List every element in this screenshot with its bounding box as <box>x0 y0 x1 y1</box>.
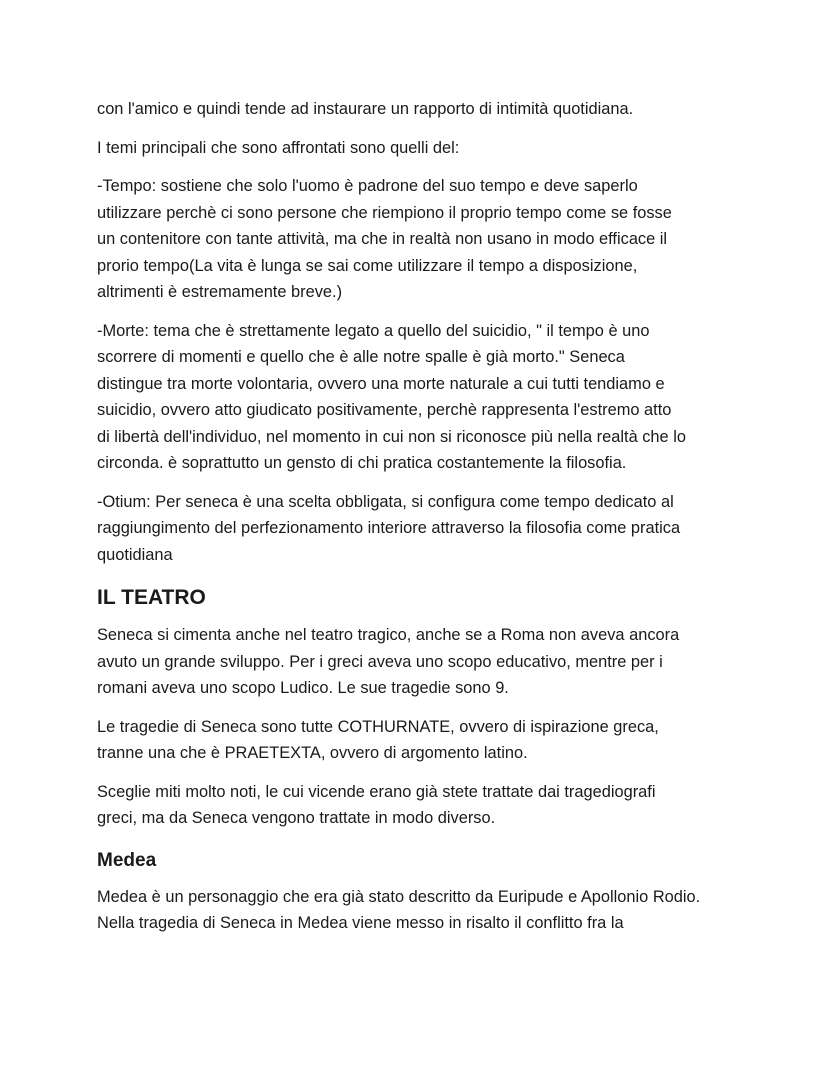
paragraph-medea: Medea è un personaggio che era già stato descritto da Euripude e Apollonio Rodio. Nella tragedia di Seneca in Medea viene messo in risalto il conflitto fra la <box>97 887 701 932</box>
paragraph-cothurnate: Le tragedie di Seneca sono tutte COTHURNATE, ovvero di ispirazione greca, tranne una che è PRAETEXTA, ovvero di argomento latino. <box>97 717 659 762</box>
document-page <box>97 96 747 949</box>
heading-il-teatro: IL TEATRO <box>97 586 206 609</box>
paragraph-teatro-tragico: Seneca si cimenta anche nel teatro tragico, anche se a Roma non aveva ancora avuto un grande sviluppo. Per i greci aveva uno scopo educativo, mentre per i romani aveva uno scopo Ludico. Le sue tragedie sono 9. <box>97 626 680 697</box>
paragraph-tempo: -Tempo: sostiene che solo l'uomo è padrone del suo tempo e deve saperlo utilizzare perchè ci sono persone che riempiono il proprio tempo come se fosse un contenitore con tante attività, ma che in realtà non usano in modo efficace il prorio tempo(La vita è lunga se sai come utilizzare il tempo a disposizione, altrimenti è estremamente breve.) <box>97 177 672 301</box>
paragraph-morte: -Morte: tema che è strettamente legato a quello del suicidio, " il tempo è uno scorrere di momenti e quello che è alle notre spalle è già morto." Seneca distingue tra morte volontaria, ovvero una morte naturale a cui tutti tendiamo e suicidio, ovvero atto giudicato positivamente, perchè rappresenta l'estremo atto di libertà dell'individuo, nel momento in cui non si riconosce più nella realtà che lo circonda. è soprattutto un gensto di chi pratica costantemente la filosofia. <box>97 321 686 472</box>
paragraph-amico: con l'amico e quindi tende ad instaurare un rapporto di intimità quotidiana. <box>97 100 634 118</box>
paragraph-temi-intro: I temi principali che sono affrontati sono quelli del: <box>97 138 460 157</box>
heading-medea: Medea <box>97 849 157 871</box>
paragraph-miti: Sceglie miti molto noti, le cui vicende erano già stete trattate dai tragediografi greci, ma da Seneca vengono trattate in modo diverso. <box>97 782 656 827</box>
paragraph-otium: -Otium: Per seneca è una scelta obbligata, si configura come tempo dedicato al raggiungimento del perfezionamento interiore attraverso la filosofia come pratica quotidiana <box>97 492 681 564</box>
